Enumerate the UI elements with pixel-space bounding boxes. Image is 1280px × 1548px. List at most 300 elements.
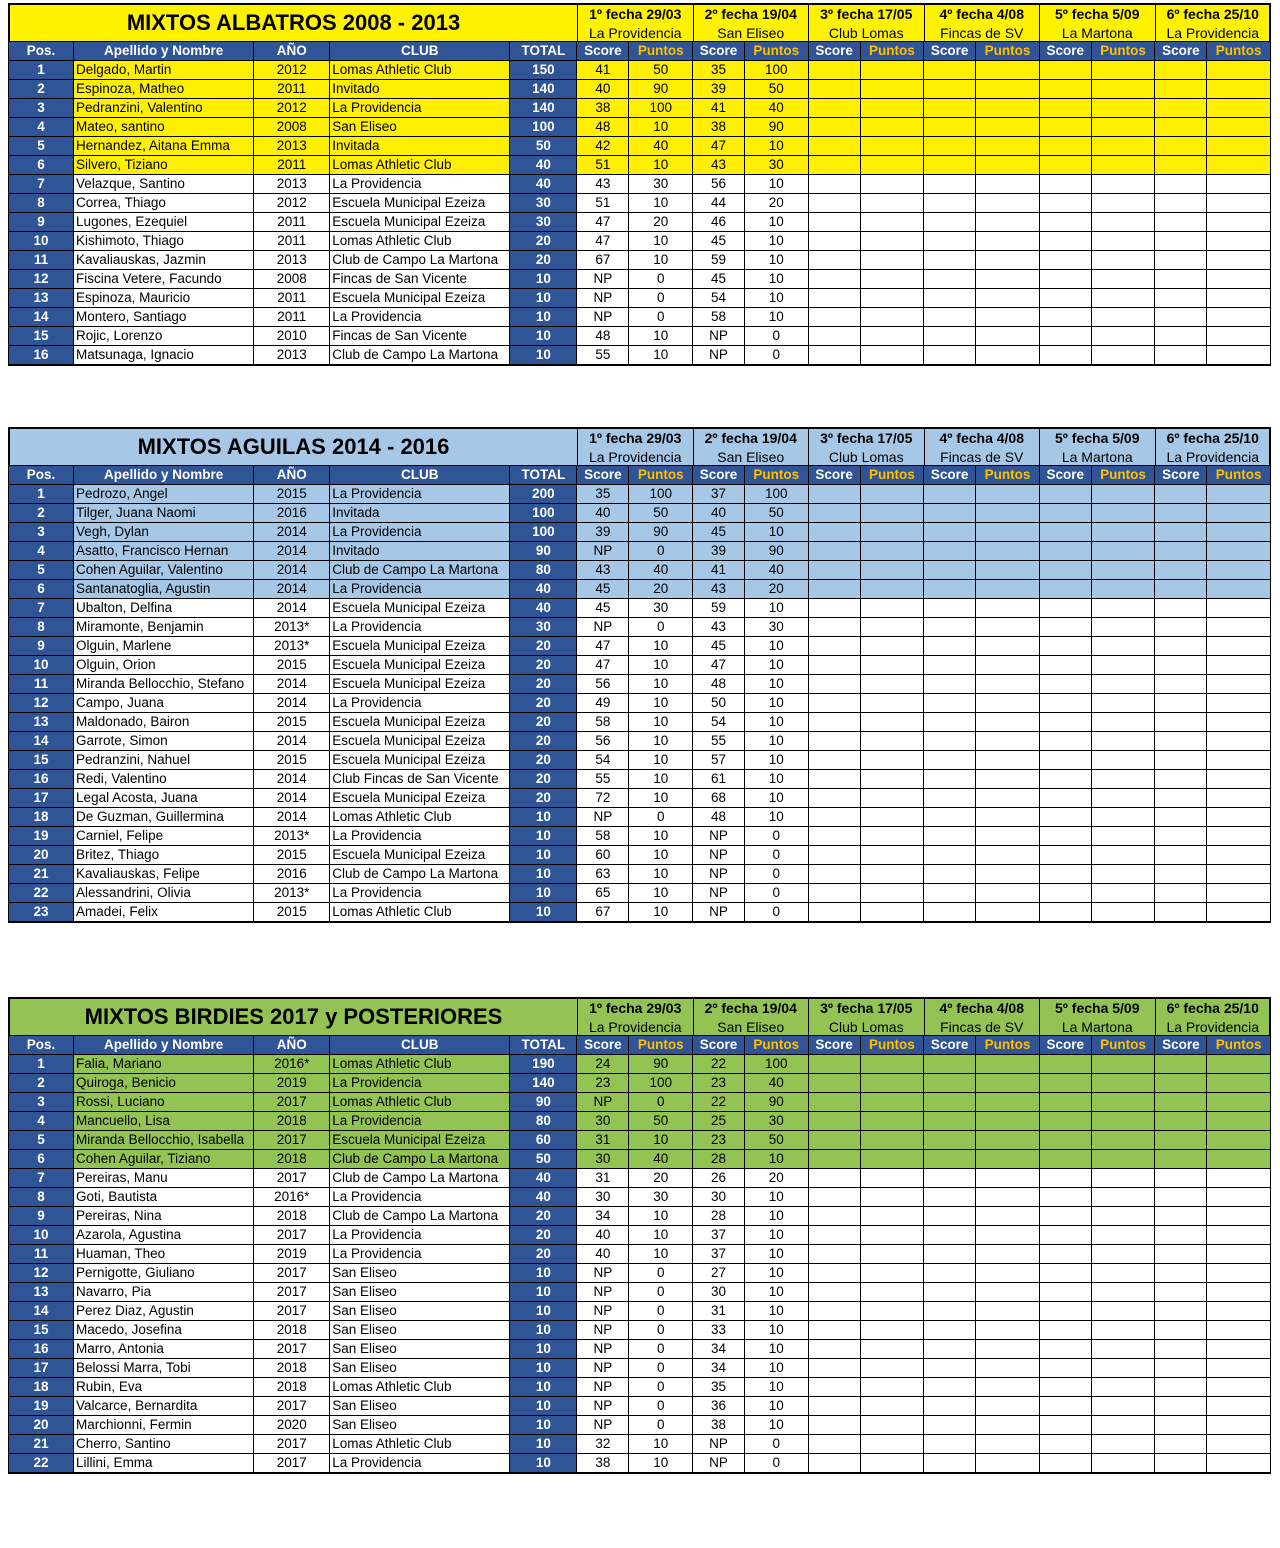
table-row: [9, 346, 1271, 366]
total-cell: 50: [510, 137, 577, 156]
score-cell: 59: [693, 251, 745, 270]
pos-cell: 4: [9, 118, 74, 137]
score-cell: [1155, 1245, 1207, 1264]
score-cell: 59: [693, 599, 745, 618]
fecha-date: 3º fecha 17/05: [820, 6, 913, 22]
fecha-venue: San Eliseo: [717, 25, 785, 41]
puntos-cell: [1091, 251, 1155, 270]
score-cell: [808, 327, 860, 346]
total-cell: 10: [510, 289, 577, 308]
year-cell: 2017: [254, 1397, 330, 1416]
pos-cell: 7: [9, 175, 74, 194]
puntos-cell: [1207, 194, 1271, 213]
year-cell: 2017: [254, 1169, 330, 1188]
standings-table: [8, 1035, 1271, 1474]
score-cell: NP: [577, 270, 629, 289]
fecha-venue: Fincas de SV: [940, 25, 1024, 41]
puntos-cell: [860, 1378, 924, 1397]
pos-cell: 23: [9, 903, 74, 923]
score-cell: 63: [577, 865, 629, 884]
puntos-cell: [976, 1188, 1040, 1207]
puntos-cell: [1207, 80, 1271, 99]
puntos-cell: [1091, 118, 1155, 137]
puntos-cell: 10: [745, 308, 809, 327]
club-cell: Club de Campo La Martona: [330, 865, 510, 884]
table-row: [9, 523, 1271, 542]
total-cell: 40: [510, 580, 577, 599]
puntos-cell: [1091, 1378, 1155, 1397]
year-cell: 2011: [254, 289, 330, 308]
puntos-cell: [976, 1245, 1040, 1264]
name-cell: Goti, Bautista: [74, 1188, 254, 1207]
total-cell: 10: [510, 884, 577, 903]
club-cell: La Providencia: [330, 618, 510, 637]
score-cell: [1039, 694, 1091, 713]
name-cell: Santanatoglia, Agustin: [74, 580, 254, 599]
puntos-cell: [1207, 732, 1271, 751]
puntos-cell: [1207, 846, 1271, 865]
score-cell: 56: [693, 175, 745, 194]
puntos-cell: [860, 1454, 924, 1474]
puntos-cell: [1207, 1435, 1271, 1454]
puntos-cell: [1207, 289, 1271, 308]
fecha-venue: San Eliseo: [717, 1019, 785, 1035]
pos-cell: 18: [9, 1378, 74, 1397]
puntos-cell: [1207, 675, 1271, 694]
score-cell: [924, 523, 976, 542]
name-cell: Pereiras, Manu: [74, 1169, 254, 1188]
total-cell: 20: [510, 732, 577, 751]
name-cell: Macedo, Josefina: [74, 1321, 254, 1340]
score-cell: 47: [693, 656, 745, 675]
table-row: [9, 1188, 1271, 1207]
table-row: [9, 308, 1271, 327]
score-cell: [808, 156, 860, 175]
score-header: Score: [1039, 1036, 1091, 1055]
table-row: [9, 1074, 1271, 1093]
year-cell: 2013*: [254, 618, 330, 637]
score-cell: 34: [577, 1207, 629, 1226]
fecha-3: [809, 999, 925, 1035]
score-cell: [808, 213, 860, 232]
score-cell: [1039, 884, 1091, 903]
puntos-cell: [976, 846, 1040, 865]
column-header-row: [9, 466, 1271, 485]
score-cell: 38: [577, 99, 629, 118]
score-cell: 47: [693, 137, 745, 156]
score-cell: [1039, 827, 1091, 846]
puntos-cell: [976, 1454, 1040, 1474]
score-cell: [1039, 504, 1091, 523]
puntos-cell: [976, 827, 1040, 846]
year-cell: 2017: [254, 1340, 330, 1359]
score-cell: [924, 1112, 976, 1131]
score-cell: [924, 327, 976, 346]
fecha-6: [1156, 5, 1272, 41]
score-cell: [1039, 732, 1091, 751]
total-cell: 20: [510, 751, 577, 770]
score-cell: 40: [577, 504, 629, 523]
pos-cell: 3: [9, 523, 74, 542]
score-cell: [808, 1226, 860, 1245]
score-cell: [1155, 1340, 1207, 1359]
name-cell: Olguin, Marlene: [74, 637, 254, 656]
puntos-cell: [1207, 1283, 1271, 1302]
puntos-cell: [1091, 232, 1155, 251]
score-cell: [924, 694, 976, 713]
puntos-cell: 0: [745, 327, 809, 346]
puntos-cell: [1091, 1093, 1155, 1112]
puntos-header: Puntos: [745, 1036, 809, 1055]
pos-cell: 10: [9, 1226, 74, 1245]
score-cell: [924, 1435, 976, 1454]
puntos-cell: 10: [745, 251, 809, 270]
puntos-cell: [1091, 485, 1155, 504]
score-cell: 43: [577, 561, 629, 580]
puntos-cell: 90: [745, 542, 809, 561]
table-row: [9, 694, 1271, 713]
score-cell: [1155, 713, 1207, 732]
year-cell: 2018: [254, 1112, 330, 1131]
fecha-date: 3º fecha 17/05: [820, 430, 913, 446]
total-cell: 10: [510, 1416, 577, 1435]
score-cell: 48: [577, 118, 629, 137]
pos-cell: 10: [9, 232, 74, 251]
name-cell: Marro, Antonia: [74, 1340, 254, 1359]
name-cell: Silvero, Tiziano: [74, 156, 254, 175]
puntos-cell: [1207, 1093, 1271, 1112]
fecha-date: 1º fecha 29/03: [589, 430, 682, 446]
puntos-cell: [1207, 808, 1271, 827]
fecha-date: 1º fecha 29/03: [589, 1000, 682, 1016]
puntos-cell: [976, 1074, 1040, 1093]
score-cell: 34: [693, 1340, 745, 1359]
puntos-cell: [1091, 637, 1155, 656]
puntos-cell: [1207, 523, 1271, 542]
score-cell: [1155, 1378, 1207, 1397]
puntos-cell: [860, 118, 924, 137]
total-cell: 10: [510, 270, 577, 289]
score-cell: NP: [693, 346, 745, 366]
puntos-cell: 0: [629, 1397, 693, 1416]
score-cell: 38: [693, 1416, 745, 1435]
puntos-cell: [860, 903, 924, 923]
score-cell: NP: [693, 846, 745, 865]
standings-table: [8, 41, 1271, 366]
score-cell: 60: [577, 846, 629, 865]
puntos-cell: 30: [745, 1112, 809, 1131]
fecha-2: [694, 429, 810, 465]
score-header: Score: [808, 1036, 860, 1055]
total-cell: 90: [510, 542, 577, 561]
puntos-cell: [860, 1093, 924, 1112]
score-cell: [1039, 1226, 1091, 1245]
pos-cell: 4: [9, 1112, 74, 1131]
year-cell: 2013: [254, 251, 330, 270]
pos-cell: 4: [9, 542, 74, 561]
puntos-cell: [860, 580, 924, 599]
score-cell: [1039, 1264, 1091, 1283]
table-row: [9, 289, 1271, 308]
club-cell: La Providencia: [330, 884, 510, 903]
puntos-cell: [976, 308, 1040, 327]
fecha-4: [925, 999, 1041, 1035]
club-cell: La Providencia: [330, 1454, 510, 1474]
score-cell: [924, 504, 976, 523]
score-cell: 50: [693, 694, 745, 713]
puntos-cell: [860, 327, 924, 346]
puntos-cell: 0: [629, 1321, 693, 1340]
table-row: [9, 1321, 1271, 1340]
table-row: [9, 80, 1271, 99]
puntos-cell: 10: [745, 656, 809, 675]
score-cell: 47: [577, 213, 629, 232]
puntos-cell: [976, 175, 1040, 194]
score-cell: [1155, 270, 1207, 289]
table-row: [9, 1264, 1271, 1283]
score-cell: [808, 1131, 860, 1150]
score-cell: 49: [577, 694, 629, 713]
puntos-cell: [860, 99, 924, 118]
puntos-cell: 0: [745, 846, 809, 865]
puntos-cell: 10: [745, 1321, 809, 1340]
puntos-header: Puntos: [860, 1036, 924, 1055]
club-cell: La Providencia: [330, 1074, 510, 1093]
fecha-venue: La Martona: [1061, 25, 1133, 41]
name-cell: Belossi Marra, Tobi: [74, 1359, 254, 1378]
puntos-cell: [1207, 1226, 1271, 1245]
pos-cell: 15: [9, 327, 74, 346]
puntos-cell: [860, 618, 924, 637]
name-cell: Amadei, Felix: [74, 903, 254, 923]
club-cell: La Providencia: [330, 580, 510, 599]
fecha-4: [925, 429, 1041, 465]
score-cell: [808, 1093, 860, 1112]
year-cell: 2012: [254, 99, 330, 118]
name-cell: Cohen Aguilar, Tiziano: [74, 1150, 254, 1169]
score-cell: [808, 561, 860, 580]
puntos-cell: 0: [629, 542, 693, 561]
puntos-cell: 40: [745, 561, 809, 580]
puntos-cell: 10: [629, 751, 693, 770]
score-cell: [924, 1416, 976, 1435]
score-cell: [924, 789, 976, 808]
score-cell: [1155, 1283, 1207, 1302]
score-cell: [924, 308, 976, 327]
puntos-cell: [976, 770, 1040, 789]
total-cell: 140: [510, 80, 577, 99]
score-cell: [808, 599, 860, 618]
score-cell: 45: [577, 580, 629, 599]
score-cell: [1155, 1207, 1207, 1226]
puntos-cell: [860, 485, 924, 504]
column-header-row: [9, 1036, 1271, 1055]
score-cell: [924, 618, 976, 637]
col-club-header: CLUB: [330, 466, 510, 485]
name-cell: Velazque, Santino: [74, 175, 254, 194]
club-cell: La Providencia: [330, 1226, 510, 1245]
pos-cell: 9: [9, 1207, 74, 1226]
puntos-cell: [1091, 346, 1155, 366]
score-cell: [1039, 1397, 1091, 1416]
name-cell: Redi, Valentino: [74, 770, 254, 789]
total-cell: 20: [510, 1207, 577, 1226]
puntos-cell: [1091, 213, 1155, 232]
score-cell: 40: [577, 80, 629, 99]
puntos-cell: [1207, 175, 1271, 194]
puntos-cell: 10: [745, 137, 809, 156]
score-cell: 35: [577, 485, 629, 504]
pos-cell: 9: [9, 213, 74, 232]
total-cell: 40: [510, 599, 577, 618]
puntos-cell: [976, 1169, 1040, 1188]
puntos-cell: 50: [745, 80, 809, 99]
pos-cell: 5: [9, 561, 74, 580]
pos-cell: 21: [9, 865, 74, 884]
puntos-cell: 10: [629, 118, 693, 137]
pos-cell: 12: [9, 694, 74, 713]
table-row: [9, 1378, 1271, 1397]
score-cell: 55: [577, 346, 629, 366]
puntos-cell: 100: [629, 485, 693, 504]
score-cell: [1039, 1435, 1091, 1454]
puntos-cell: [860, 346, 924, 366]
total-cell: 190: [510, 1055, 577, 1074]
fecha-5: [1040, 999, 1156, 1035]
score-cell: 41: [577, 61, 629, 80]
name-cell: Mancuello, Lisa: [74, 1112, 254, 1131]
pos-cell: 6: [9, 156, 74, 175]
score-cell: [1039, 1207, 1091, 1226]
puntos-cell: 10: [745, 270, 809, 289]
score-cell: [808, 1264, 860, 1283]
puntos-cell: [1207, 656, 1271, 675]
score-cell: [924, 675, 976, 694]
table-row: [9, 808, 1271, 827]
puntos-cell: [860, 713, 924, 732]
puntos-cell: 10: [629, 1454, 693, 1474]
score-cell: 48: [577, 327, 629, 346]
puntos-cell: [976, 1359, 1040, 1378]
score-header: Score: [924, 42, 976, 61]
score-header: Score: [808, 42, 860, 61]
puntos-cell: [860, 770, 924, 789]
puntos-cell: 10: [745, 1340, 809, 1359]
table-row: [9, 1245, 1271, 1264]
col-club-header: CLUB: [330, 42, 510, 61]
score-cell: [1039, 1055, 1091, 1074]
total-cell: 30: [510, 194, 577, 213]
name-cell: Tilger, Juana Naomi: [74, 504, 254, 523]
puntos-cell: [1207, 1150, 1271, 1169]
score-cell: 45: [577, 599, 629, 618]
score-cell: [924, 903, 976, 923]
score-cell: [808, 694, 860, 713]
puntos-cell: 90: [629, 80, 693, 99]
year-cell: 2011: [254, 213, 330, 232]
score-cell: [1155, 1093, 1207, 1112]
name-cell: Matsunaga, Ignacio: [74, 346, 254, 366]
table-row: [9, 1169, 1271, 1188]
fecha-venue: La Providencia: [588, 1019, 682, 1035]
total-cell: 10: [510, 1264, 577, 1283]
table-row: [9, 713, 1271, 732]
total-cell: 60: [510, 1131, 577, 1150]
club-cell: Club de Campo La Martona: [330, 1169, 510, 1188]
puntos-cell: [1207, 599, 1271, 618]
total-cell: 100: [510, 504, 577, 523]
table-row: [9, 99, 1271, 118]
score-cell: [1039, 770, 1091, 789]
name-cell: Rojic, Lorenzo: [74, 327, 254, 346]
puntos-cell: [1091, 1112, 1155, 1131]
score-cell: 57: [693, 751, 745, 770]
club-cell: Escuela Municipal Ezeiza: [330, 732, 510, 751]
puntos-cell: [976, 656, 1040, 675]
score-cell: [1039, 346, 1091, 366]
puntos-cell: [1091, 1226, 1155, 1245]
score-cell: [924, 156, 976, 175]
pos-cell: 16: [9, 1340, 74, 1359]
score-cell: [808, 1321, 860, 1340]
puntos-cell: 10: [745, 1207, 809, 1226]
puntos-cell: [976, 213, 1040, 232]
puntos-cell: [976, 232, 1040, 251]
puntos-cell: 10: [745, 732, 809, 751]
score-cell: [924, 1055, 976, 1074]
score-cell: 45: [693, 523, 745, 542]
pos-cell: 11: [9, 1245, 74, 1264]
puntos-header: Puntos: [1091, 466, 1155, 485]
puntos-cell: 50: [629, 61, 693, 80]
score-cell: [808, 61, 860, 80]
table-row: [9, 232, 1271, 251]
puntos-cell: [976, 156, 1040, 175]
club-cell: La Providencia: [330, 308, 510, 327]
table-row: [9, 770, 1271, 789]
puntos-cell: [860, 656, 924, 675]
total-cell: 150: [510, 61, 577, 80]
score-cell: [808, 1454, 860, 1474]
puntos-cell: 10: [745, 1416, 809, 1435]
puntos-cell: [1091, 618, 1155, 637]
total-cell: 20: [510, 713, 577, 732]
fecha-date: 5º fecha 5/09: [1055, 430, 1140, 446]
score-cell: [808, 618, 860, 637]
name-cell: Quiroga, Benicio: [74, 1074, 254, 1093]
pos-cell: 9: [9, 637, 74, 656]
puntos-cell: [1091, 1321, 1155, 1340]
year-cell: 2010: [254, 327, 330, 346]
puntos-cell: [860, 523, 924, 542]
year-cell: 2017: [254, 1302, 330, 1321]
year-cell: 2013*: [254, 884, 330, 903]
puntos-cell: 100: [629, 1074, 693, 1093]
club-cell: Escuela Municipal Ezeiza: [330, 213, 510, 232]
puntos-cell: [1207, 1074, 1271, 1093]
score-cell: 48: [693, 808, 745, 827]
fecha-venue: Club Lomas: [828, 449, 904, 465]
pos-cell: 13: [9, 713, 74, 732]
pos-cell: 2: [9, 504, 74, 523]
year-cell: 2013*: [254, 827, 330, 846]
year-cell: 2017: [254, 1131, 330, 1150]
club-cell: Escuela Municipal Ezeiza: [330, 637, 510, 656]
section-header: [8, 427, 1271, 465]
name-cell: Legal Acosta, Juana: [74, 789, 254, 808]
score-cell: [924, 865, 976, 884]
puntos-cell: [1091, 580, 1155, 599]
